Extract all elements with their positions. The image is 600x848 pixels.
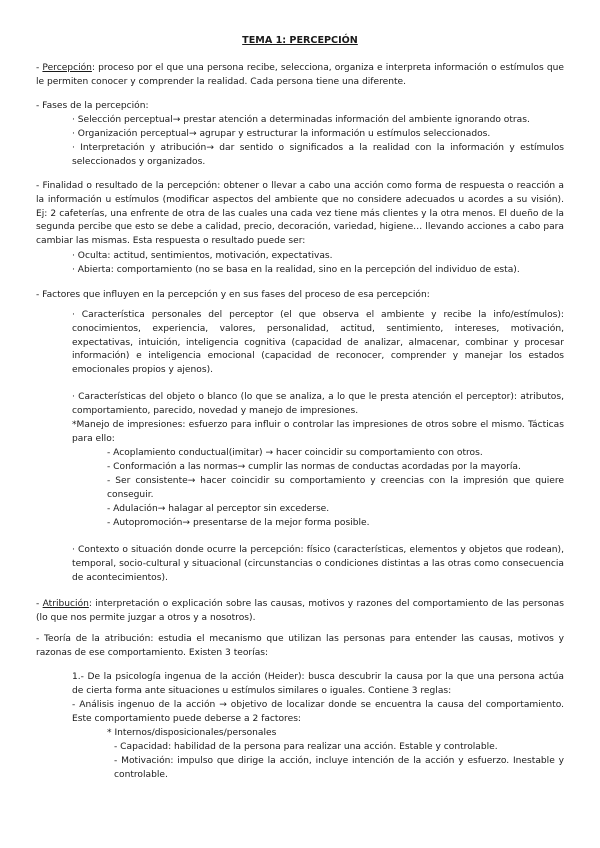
teoria-paragraph: - Teoría de la atribución: estudia el mecanismo que utilizan las personas para entender las causas, motivos y razonas de ese comportamiento. Existen 3 teorías: — [36, 634, 564, 658]
objeto-paragraph: · Características del objeto o blanco (lo que se analiza, a lo que le presta atención el perceptor): atributos, comportamiento, parecido, novedad y manejo de impresiones. — [72, 392, 564, 416]
capacidad-item: - Capacidad: habilidad de la persona para realizar una acción. Estable y controlable. — [114, 742, 498, 752]
page-title: TEMA 1: PERCEPCIÓN — [242, 35, 358, 46]
percepcion-term: Percepción — [42, 63, 92, 73]
internos-label: * Internos/disposicionales/personales — [107, 728, 277, 738]
perceptor-paragraph: · Característica personales del perceptor (el que observa el ambiente y recibe la info/estímulos): conocimientos, experiencia, valores, personalidad, actitud, sentimiento, intereses, motivación, expectativas, intuición, inteligencia cognitiva (capacidad de analizar, almacenar, combinar y procesar información) e inteligencia emocional (capacidad de reconocer, comprender y manejar los estados emocionales propios y ajenos). — [72, 310, 564, 376]
percepcion-definition — [36, 62, 564, 90]
finalidad-paragraph: - Finalidad o resultado de la percepción: obtener o llevar a cabo una acción como forma de respuesta o reacción a la información u estímulos (modificar aspectos del ambiente que no considere adecuados u acordes a su visión). Ej: 2 cafeterías, una enfrente de otra de las cuales una cada vez tiene más clientes y la otra menos. El dueño de la segunda percibe que esto se debe a calidad, precio, decoración, variedad, higiene… llevando acciones a cabo para cambiar las mismas. Esta respuesta o resultado puede ser: — [36, 181, 564, 247]
tactica-item: - Adulación→ halagar al perceptor sin excederse. — [107, 504, 330, 514]
tactica-item: - Acoplamiento conductual(imitar) → hacer coincidir su comportamiento con otros. — [107, 448, 483, 458]
tactica-item: - Autopromoción→ presentarse de la mejor forma posible. — [107, 518, 370, 528]
atribucion-text: : interpretación o explicación sobre las causas, motivos y razones del comportamiento de las personas (lo que nos permite juzgar a otros y a nosotros). — [36, 599, 564, 623]
atribucion-definition — [36, 598, 564, 626]
atribucion-term: Atribución — [42, 599, 89, 609]
fases-heading: - Fases de la percepción: — [36, 101, 149, 111]
motivacion-item: - Motivación: impulso que dirige la acción, incluye intención de la acción y esfuerzo. Inestable y controlable. — [114, 756, 564, 780]
tactica-item: - Conformación a las normas→ cumplir las normas de conductas acordadas por la mayoría. — [107, 462, 521, 472]
factores-heading: - Factores que influyen en la percepción y en sus fases del proceso de esa percepción: — [36, 290, 430, 300]
contexto-paragraph: · Contexto o situación donde ocurre la percepción: físico (características, elementos y objetos que rodean), temporal, socio-cultural y situacional (circunstancias o condiciones distintas a las otras como consecuencia de acontecimientos). — [72, 545, 564, 583]
tactica-item: - Ser consistente→ hacer coincidir su comportamiento y creencias con la impresión que quiere conseguir. — [107, 476, 564, 500]
manejo-paragraph: *Manejo de impresiones: esfuerzo para influir o controlar las impresiones de otros sobre el mismo. Tácticas para ello: — [72, 420, 564, 444]
fase-item: · Interpretación y atribución→ dar sentido o significados a la realidad con la información y estímulos seleccionados y organizados. — [72, 143, 564, 167]
finalidad-item: · Abierta: comportamiento (no se basa en la realidad, sino en la percepción del individuo de esta). — [72, 265, 520, 275]
fase-item: · Organización perceptual→ agrupar y estructurar la información u estímulos seleccionados. — [72, 129, 491, 139]
percepcion-text: : proceso por el que una persona recibe, selecciona, organiza e interpreta información o estímulos que le permiten conocer y comprender la realidad. Cada persona tiene una diferente. — [36, 63, 564, 87]
finalidad-item: · Oculta: actitud, sentimientos, motivación, expectativas. — [72, 251, 333, 261]
fase-item: · Selección perceptual→ prestar atención a determinadas información del ambiente ignorando otras. — [72, 115, 530, 125]
bullet-dash: - — [36, 63, 43, 73]
analisis-paragraph: - Análisis ingenuo de la acción → objetivo de localizar donde se encuentra la causa del comportamiento. Este comportamiento puede deberse a 2 factores: — [72, 700, 564, 724]
bullet-dash: - — [36, 599, 43, 609]
heider-paragraph: 1.- De la psicología ingenua de la acción (Heider): busca descubrir la causa por la que una persona actúa de cierta forma ante situaciones u estímulos similares o iguales. Contiene 3 reglas: — [72, 672, 564, 696]
